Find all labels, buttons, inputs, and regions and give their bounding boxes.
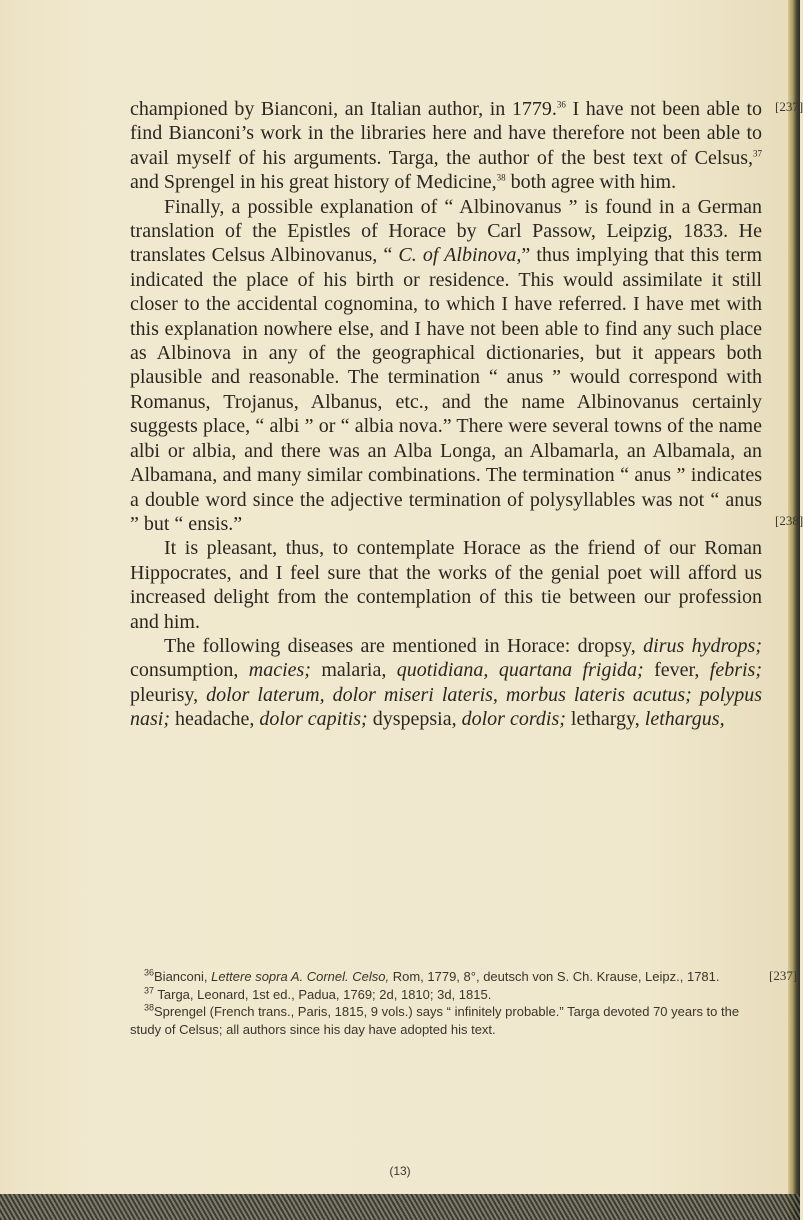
italic-text: quotidiana, quartana frigida;	[396, 659, 644, 682]
margin-note-238: [238]	[775, 513, 803, 528]
text-run: championed by Bianconi, an Italian author, in 1779.	[130, 98, 557, 120]
margin-note-237: [237]	[775, 99, 803, 114]
text-run: lethargy,	[565, 708, 645, 731]
text-run: fever,	[643, 659, 710, 682]
footnote-margin-237: [237]	[769, 968, 798, 983]
footnote	[130, 1003, 762, 1038]
italic-text: Lettere sopra A. Cornel. Celso,	[211, 969, 390, 984]
footnotes	[130, 968, 762, 1038]
text-run: pleurisy,	[130, 683, 207, 706]
text-run: It is pleasant, thus, to contemplate Horace as the friend of our Roman Hippocrates, and I feel sure that the works of the genial poet will afford us increased delight from the contemplation of this tie between our profession and him.	[130, 537, 762, 633]
footnote-marker: 37	[753, 148, 762, 159]
text-run: I have not been able to find Bianconi’s work in the libraries here and have therefore not been able to avail myself of his arguments. Targa, the author of the best text of Celsus,	[130, 98, 763, 169]
footnote-marker: 38	[144, 1002, 155, 1013]
italic-text: macies;	[248, 659, 311, 682]
footnote-marker: 37	[144, 985, 155, 996]
text-run: headache,	[170, 708, 260, 731]
text-run: consumption,	[130, 659, 249, 682]
paragraph	[130, 195, 762, 537]
page-binding-edge	[788, 0, 800, 1220]
paragraph	[130, 536, 762, 634]
paragraph	[130, 97, 762, 195]
text-run: malaria,	[310, 659, 397, 682]
footnote-marker: 36	[556, 99, 566, 110]
text-run: Targa, Leonard, 1st ed., Padua, 1769; 2d, 1810; 3d, 1815.	[154, 986, 492, 1002]
page-number: (13)	[389, 1164, 411, 1178]
text-run: Bianconi,	[154, 969, 212, 984]
italic-text: lethargus,	[644, 708, 725, 731]
text-run: Finally, a possible explanation of “ Albinovanus ” is found in a German translation of the Epistles of Horace by Carl Passow, Leipzig, 1833. He translates Celsus Albinovanus, “	[130, 195, 762, 267]
body-text	[130, 97, 762, 732]
italic-text: dolor cordis;	[461, 708, 566, 731]
footnote	[130, 968, 762, 986]
italic-text: C. of Albinova,	[398, 244, 522, 267]
text-run: and Sprengel in his great history of Medicine,	[130, 171, 497, 194]
paragraph	[130, 634, 762, 732]
italic-text: dolor capitis;	[259, 708, 368, 731]
text-run: both agree with him.	[505, 171, 677, 194]
footnote-marker: 38	[496, 172, 506, 183]
text-run: The following diseases are mentioned in Horace: dropsy,	[164, 634, 644, 657]
italic-text: febris;	[709, 659, 762, 682]
footnote	[130, 986, 762, 1004]
text-run: dyspepsia,	[367, 708, 462, 731]
page-bottom-edge	[0, 1194, 800, 1220]
footnote-marker: 36	[144, 967, 155, 978]
italic-text: dolor laterum, dolor miseri lateris, morbus lateris acutus; polypus nasi;	[130, 683, 762, 731]
text-run: Rom, 1779, 8°, deutsch von S. Ch. Krause, Leipz., 1781.	[389, 969, 720, 984]
text-run: ” thus implying that this term indicated the place of his birth or residence. This would assimilate it still closer to the accidental cognomina, to which I have referred. I have met with this explanation nowhere else, and I have not been able to find any such place as Albinova in any of the geographical dictionaries, but it appears both plausible and reasonable. The termination “ anus ” would correspond with Romanus, Trojanus, Albanus, etc., and the name Albinovanus certainly suggests place, “ albi ” or “ albia nova.” There were several towns of the name albi or albia, and there was an Alba Longa, an Albamarla, an Albamala, an Albamana, and many similar combinations. The termination “ anus ” indicates a double word since the adjective termination of polysyllables was not “ anus ” but “ ensis.”	[130, 244, 762, 535]
text-run: Sprengel (French trans., Paris, 1815, 9 vols.) says “ infinitely probable.” Targa devoted 70 years to the study of Celsus; all authors since his day have adopted his text.	[130, 1004, 740, 1037]
italic-text: dirus hydrops;	[643, 634, 763, 657]
